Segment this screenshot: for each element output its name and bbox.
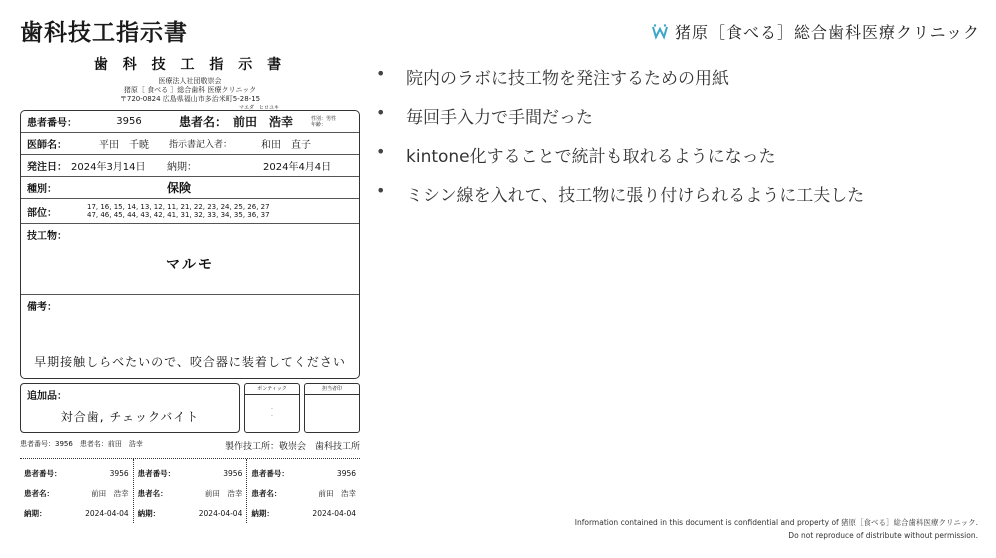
- tear-off-slips: [20, 459, 360, 523]
- order-date: 2024年3月14日: [71, 162, 146, 173]
- footer-patient: 患者番号：3956 患者名：前田 浩幸: [20, 440, 143, 448]
- slip-name: 前田 浩幸: [91, 488, 129, 498]
- tech-value: マルモ: [166, 257, 214, 273]
- confidential-line: Do not reproduce of distribute without permission.: [788, 531, 978, 540]
- dentist-row: [21, 133, 359, 155]
- slip-due: 2024-04-04: [198, 508, 243, 518]
- pontic-marks: · ·: [271, 406, 273, 420]
- tech-label: 技工物：: [27, 231, 67, 242]
- form-table: [20, 105, 360, 379]
- slip-due-label: 納期：: [137, 508, 161, 518]
- site-label: 部位：: [27, 207, 57, 219]
- writer-label: 指示書記入者：: [169, 140, 233, 150]
- issuer: [20, 77, 360, 104]
- writer: 和田 直子: [261, 140, 311, 151]
- type-label: 種別：: [27, 184, 57, 195]
- notes-section: [21, 295, 359, 378]
- form-footer: [20, 439, 360, 452]
- slip-name-label: 患者名：: [137, 488, 168, 498]
- patient-name-kana: マエダ ヒロユキ: [239, 105, 280, 111]
- site-values: [87, 203, 270, 219]
- type-row: [21, 177, 359, 199]
- issuer-line: 猪原［ 食べる ］総合歯科 医療クリニック: [123, 86, 257, 94]
- issuer-line: 〒720-0824 広島県福山市多治米町5-28-15: [119, 95, 261, 103]
- patient-name-label: 患者名：: [179, 115, 228, 129]
- clinic-logo-icon: [651, 23, 669, 41]
- notes-label: 備考：: [27, 302, 57, 313]
- slip-no: 3956: [336, 468, 357, 478]
- issuer-line: 医療法人社団敬崇会: [158, 77, 222, 85]
- due-label: 納期：: [167, 162, 197, 173]
- type-value: 保険: [167, 181, 192, 195]
- slip-no: 3956: [109, 468, 129, 478]
- slip: [134, 459, 248, 523]
- slip-due: 2024-04-04: [85, 508, 129, 518]
- footer-maker: 製作技工所：敬崇会 歯科技工所: [224, 442, 360, 452]
- tech-section: [21, 224, 359, 295]
- page-title: 歯科技工指示書: [20, 20, 188, 46]
- staff-stamp-label: 担当者印: [305, 384, 359, 395]
- brand-name: 猪原［食べる］総合歯科医療クリニック: [674, 23, 980, 42]
- bullet-item: • kintone化することで統計も取れるようになった: [376, 142, 864, 167]
- confidential-notice: [575, 516, 978, 542]
- form-title: 歯 科 技 工 指 示 書: [93, 57, 287, 73]
- bullet-item: • 院内のラボに技工物を発注するための用紙: [376, 64, 864, 89]
- slip-name-label: 患者名：: [251, 488, 282, 498]
- dentist-label: 医師名：: [27, 140, 67, 151]
- extra-value: 対合歯, チェックバイト: [60, 410, 200, 424]
- bullet-item: • ミシン線を入れて、技工物に張り付けられるように工夫した: [376, 181, 864, 206]
- patient-name: 前田 浩幸: [233, 115, 294, 129]
- site-row: [21, 199, 359, 224]
- slip: [247, 459, 360, 523]
- patient-row: [21, 105, 359, 133]
- extra-section: [20, 383, 360, 433]
- confidential-line: Information contained in this document is confidential and property of 猪原［食べる］総合歯科医療クリニック.: [574, 518, 978, 527]
- due-date: 2024年4月4日: [263, 162, 332, 173]
- patient-no-label: 患者番号：: [27, 118, 77, 129]
- site-line-upper: 17, 16, 15, 14, 13, 12, 11, 21, 22, 23, 24, 25, 26, 27: [87, 203, 270, 211]
- patient-no: 3956: [116, 116, 142, 127]
- extra-box: [20, 383, 240, 433]
- slip-name: 前田 浩幸: [318, 488, 357, 498]
- notes-value: 早期接触しらべたいので、咬合器に装着してください: [34, 355, 346, 369]
- slip-due-label: 納期：: [251, 508, 274, 518]
- slip-name-label: 患者名：: [24, 488, 54, 498]
- slip-due-label: 納期：: [24, 508, 47, 518]
- extra-label: 追加品：: [27, 391, 67, 402]
- slip-no-label: 患者番号：: [251, 468, 289, 478]
- bullet-list: [376, 64, 864, 220]
- order-date-label: 発注日：: [27, 162, 67, 173]
- date-row: [21, 155, 359, 177]
- instruction-form: [20, 50, 360, 523]
- patient-name-wrap: [233, 105, 311, 130]
- slip-name: 前田 浩幸: [204, 488, 243, 498]
- pontic-label: ポンティック: [245, 384, 299, 395]
- dentist: 平田 千暁: [99, 140, 149, 151]
- slip-no-label: 患者番号：: [24, 468, 62, 478]
- bullet-item: • 毎回手入力で手間だった: [376, 103, 864, 128]
- slip-no-label: 患者番号：: [137, 468, 176, 478]
- sex-age: 性別：男性 年齢：: [311, 115, 337, 128]
- staff-stamp-box: [304, 383, 360, 433]
- slip-due: 2024-04-04: [312, 508, 357, 518]
- pontic-stamp-box: [244, 383, 300, 433]
- slip: [20, 459, 134, 523]
- brand: [651, 20, 980, 43]
- slip-no: 3956: [223, 468, 243, 478]
- site-line-lower: 47, 46, 45, 44, 43, 42, 41, 31, 32, 33, 34, 35, 36, 37: [87, 211, 270, 219]
